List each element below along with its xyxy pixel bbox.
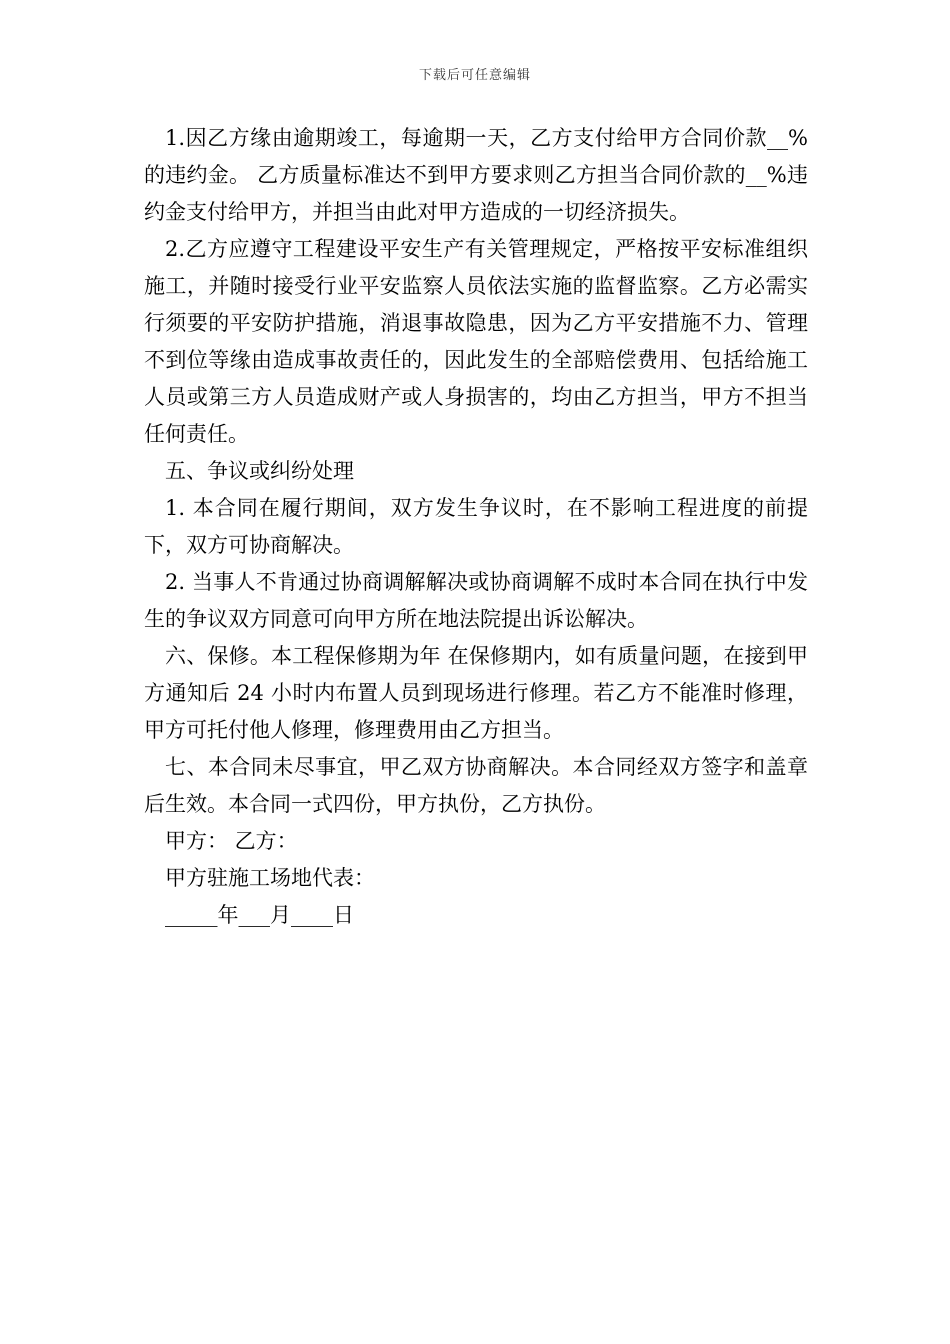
clause-dispute-negotiation: 1. 本合同在履行期间，双方发生争议时，在不影响工程进度的前提下，双方可协商解决。 [144,496,808,557]
document-body [144,120,808,934]
clause-dispute-litigation: 2. 当事人不肯通过协商调解解决或协商调解不成时本合同在执行中发生的争议双方同意可向甲方所在地法院提出诉讼解决。 [144,570,808,631]
section-misc: 七、本合同未尽事宜，甲乙双方协商解决。本合同经双方签字和盖章后生效。本合同一式四份，甲方执份，乙方执份。 [144,755,808,816]
clause-delay-penalty: 1.因乙方缘由逾期竣工，每逾期一天，乙方支付给甲方合同价款__%的违约金。 乙方质量标准达不到甲方要求则乙方担当合同价款的__%违约金支付给甲方，并担当由此对甲方造成的一切经济损失。 [144,126,808,224]
section-warranty: 六、保修。本工程保修期为年 在保修期内，如有质量问题，在接到甲方通知后 24 小时内布置人员到现场进行修理。若乙方不能准时修理，甲方可托付他人修理，修理费用由乙方担当。 [144,644,808,742]
signature-parties: 甲方： 乙方： [165,829,298,853]
page-header: 下载后可任意编辑 [418,68,531,83]
clause-safety: 2.乙方应遵守工程建设平安生产有关管理规定，严格按平安标准组织施工，并随时接受行业平安监察人员依法实施的监督监察。乙方必需实行须要的平安防护措施，消退事故隐患，因为乙方平安措施不力、管理不到位等缘由造成事故责任的，因此发生的全部赔偿费用、包括给施工人员或第三方人员造成财产或人身损害的，均由乙方担当，甲方不担当任何责任。 [144,237,808,446]
section-heading-disputes: 五、争议或纠纷处理 [165,459,354,483]
signature-site-representative: 甲方驻施工场地代表： [165,866,375,890]
signature-date: _____年___月____日 [165,903,354,927]
